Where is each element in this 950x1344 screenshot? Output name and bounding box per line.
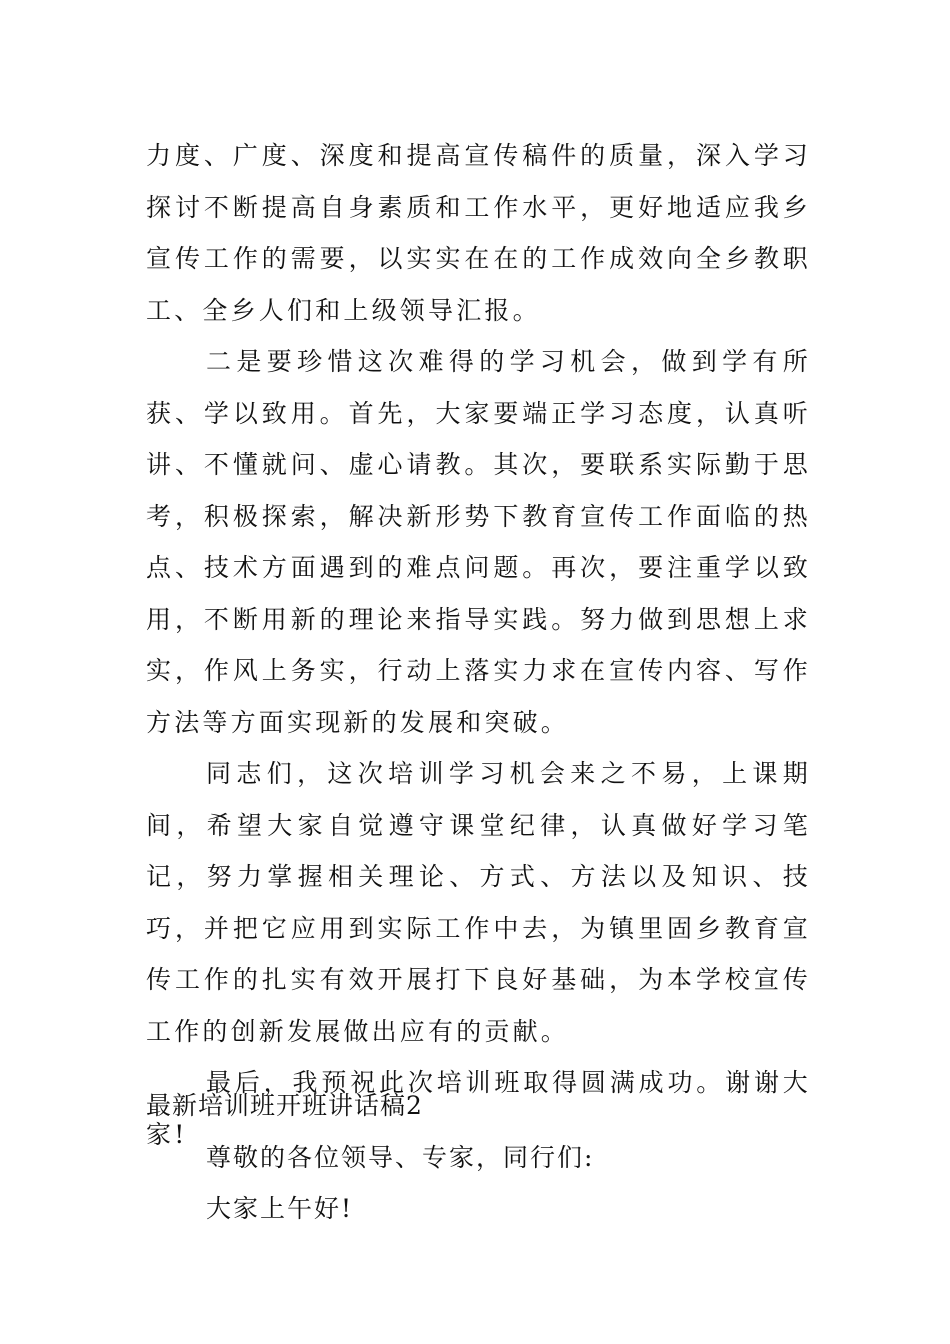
salutation: 尊敬的各位领导、专家，同行们: [206, 1142, 595, 1172]
document-body [146, 130, 811, 1160]
paragraph-continued: 力度、广度、深度和提高宣传稿件的质量，深入学习探讨不断提高自身素质和工作水平，更好地适应我乡宣传工作的需要，以实实在在的工作成效向全乡教职工、全乡人们和上级领导汇报。 [146, 141, 811, 325]
greeting: 大家上午好! [206, 1194, 354, 1223]
section-2 [146, 1080, 811, 1235]
paragraph-2: 二是要珍惜这次难得的学习机会，做到学有所获、学以致用。首先，大家要端正学习态度，认真听讲、不懂就问、虚心请教。其次，要联系实际勤于思考，积极探索，解决新形势下教育宣传工作面临的热点、技术方面遇到的难点问题。再次，要注重学以致用，不断用新的理论来指导实践。努力做到思想上求实，作风上务实，行动上落实力求在宣传内容、写作方法等方面实现新的发展和突破。 [146, 347, 811, 737]
paragraph-3: 同志们，这次培训学习机会来之不易，上课期间，希望大家自觉遵守课堂纪律，认真做好学习笔记，努力掌握相关理论、方式、方法以及知识、技巧，并把它应用到实际工作中去，为镇里固乡教育宣传工作的扎实有效开展打下良好基础，为本学校宣传工作的创新发展做出应有的贡献。 [146, 759, 811, 1046]
paragraph-4: 最后，我预祝此次培训班取得圆满成功。谢谢大家! [146, 1068, 811, 1149]
section-2-title: 最新培训班开班讲话稿2 [146, 1091, 423, 1120]
